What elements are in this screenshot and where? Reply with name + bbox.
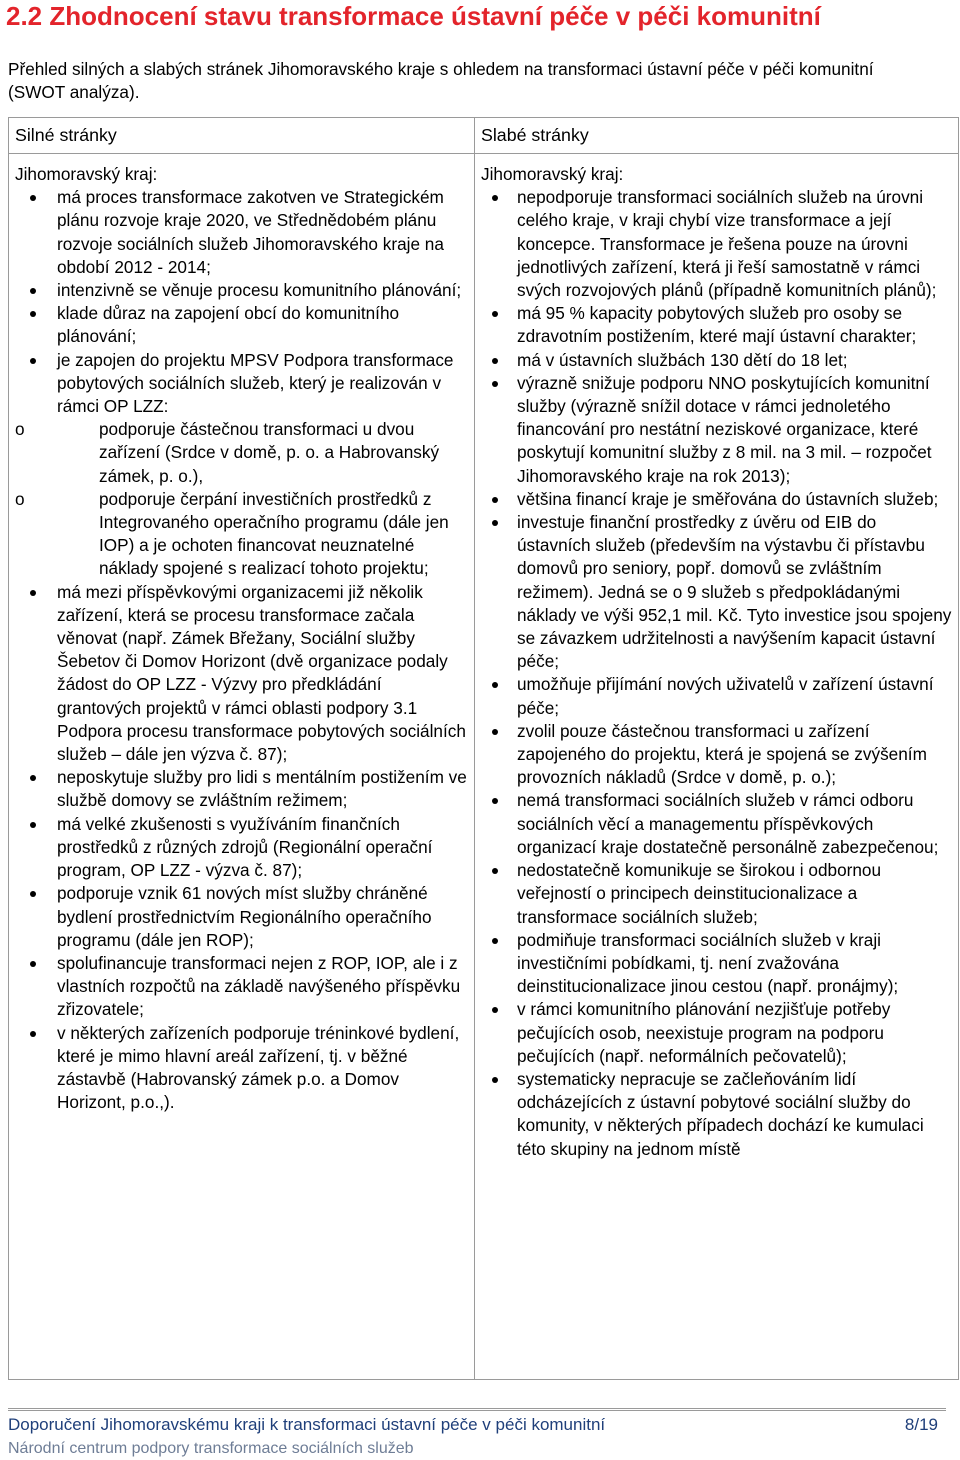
footer-title: Doporučení Jihomoravskému kraji k transformaci ústavní péče v péči komunitní <box>8 1415 606 1434</box>
page-heading: 2.2 Zhodnocení stavu transformace ústavní péče v péči komunitní <box>6 1 821 31</box>
weaknesses-column <box>475 154 959 1380</box>
page-number: 8/19 <box>904 1415 938 1434</box>
swot-table <box>8 117 959 1380</box>
list-item: systematicky nepracuje se začleňováním lidí odcházejících z ústavní pobytové sociální služby do komunity, v některých případech dochází ke kumulaci této skupiny na jednom místě <box>481 1068 954 1161</box>
list-item: má velké zkušenosti s využíváním finančních prostředků z různých zdrojů (Regionální operační program, OP LZZ - výzva č. 87); <box>15 813 470 883</box>
footer-divider <box>8 1408 946 1411</box>
weaknesses-header: Slabé stránky <box>475 118 959 154</box>
list-item: nepodporuje transformaci sociálních služeb na úrovni celého kraje, v kraji chybí vize transformace a její koncepce. Transformace je řešena pouze na úrovni jednotlivých zařízení, která ji řeší samostatně v rámci svých rozvojových plánů (případně komunitních plánů); <box>481 186 954 302</box>
list-item: spolufinancuje transformaci nejen z ROP, IOP, ale i z vlastních rozpočtů na základě navýšeného příspěvku zřizovatele; <box>15 952 470 1022</box>
weaknesses-list <box>481 186 954 1161</box>
sublist-item: o podporuje čerpání investičních prostředků z Integrovaného operačního programu (dále jen IOP) a je ochoten financovat neuznatelné náklady spojené s realizací tohoto projektu; <box>15 488 470 581</box>
list-item: má v ústavních službách 130 dětí do 18 let; <box>481 349 954 372</box>
list-item <box>15 349 470 581</box>
list-item: intenzivně se věnuje procesu komunitního plánování; <box>15 279 470 302</box>
list-item: v rámci komunitního plánování nezjišťuje potřeby pečujících osob, neexistuje program na podporu pečujících (např. neformálních pečovatelů); <box>481 998 954 1068</box>
footer-organization: Národní centrum podpory transformace sociálních služeb <box>8 1440 414 1457</box>
list-item: umožňuje přijímání nových uživatelů v zařízení ústavní péče; <box>481 673 954 719</box>
list-item: má proces transformace zakotven ve Strategickém plánu rozvoje kraje 2020, ve Střednědobém plánu rozvoje sociálních služeb Jihomoravského kraje na období 2012 - 2014; <box>15 186 470 279</box>
sublist-item: o podporuje částečnou transformaci u dvou zařízení (Srdce v domě, p. o. a Habrovanský zámek, p. o.), <box>15 418 470 488</box>
strengths-list <box>15 186 470 1114</box>
strengths-sublist <box>57 418 470 580</box>
list-item: nemá transformaci sociálních služeb v rámci odboru sociálních věcí a managementu příspěvkových organizací kraje dostatečně personálně zabezpečenou; <box>481 789 954 859</box>
intro-paragraph: Přehled silných a slabých stránek Jihomoravského kraje s ohledem na transformaci ústavní péče v péči komunitní (SWOT analýza). <box>8 59 874 102</box>
list-item: investuje finanční prostředky z úvěru od EIB do ústavních služeb (především na výstavbu či přístavbu domovů pro seniory, popř. domovů se zvláštním režimem). Jedná se o 9 služeb s předpokládanými náklady ve výši 952,1 mil. Kč. Tyto investice jsou spojeny se závazkem udržitelnosti a navýšením kapacit ústavní péče; <box>481 511 954 673</box>
list-item: výrazně snižuje podporu NNO poskytujících komunitní služby (výrazně snížil dotace v rámci jednoletého financování pro nestátní neziskové organizace, které poskytují komunitní služby z 8 mil. na 3 mil. – rozpočet Jihomoravského kraje na rok 2013); <box>481 372 954 488</box>
list-item: neposkytuje služby pro lidi s mentálním postižením ve službě domovy se zvláštním režimem; <box>15 766 470 812</box>
list-item: má mezi příspěvkovými organizacemi již několik zařízení, která se procesu transformace začala věnovat (např. Zámek Břežany, Sociální služby Šebetov či Domov Horizont (dvě organizace podaly žádost do OP LZZ - Výzvy pro předkládání grantových projektů v rámci oblasti podpory 3.1 Podpora procesu transformace pobytových sociálních služeb – dále jen výzva č. 87); <box>15 581 470 767</box>
list-item: klade důraz na zapojení obcí do komunitního plánování; <box>15 302 470 348</box>
strengths-lead: Jihomoravský kraj: <box>15 164 158 184</box>
list-item: zvolil pouze částečnou transformaci u zařízení zapojeného do projektu, která je spojená se zvýšením provozních nákladů (Srdce v domě, p. o.); <box>481 720 954 790</box>
list-item: má 95 % kapacity pobytových služeb pro osoby se zdravotním postižením, které mají ústavní charakter; <box>481 302 954 348</box>
list-item: nedostatečně komunikuje se širokou i odbornou veřejností o principech deinstitucionalizace a transformace sociálních služeb; <box>481 859 954 929</box>
weaknesses-lead: Jihomoravský kraj: <box>481 164 624 184</box>
list-item: podporuje vznik 61 nových míst služby chráněné bydlení prostřednictvím Regionálního operačního programu (dále jen ROP); <box>15 882 470 952</box>
strengths-column <box>9 154 475 1380</box>
list-item: podmiňuje transformaci sociálních služeb v kraji investičními pobídkami, tj. není zvažována deinstitucionalizace jinou cestou (např. pronájmy); <box>481 929 954 999</box>
strengths-header: Silné stránky <box>9 118 475 154</box>
list-item: v některých zařízeních podporuje tréninkové bydlení, které je mimo hlavní areál zařízení, tj. v běžné zástavbě (Habrovanský zámek p.o. a Domov Horizont, p.o.,). <box>15 1022 470 1115</box>
list-item: většina financí kraje je směřována do ústavních služeb; <box>481 488 954 511</box>
list-item-text: je zapojen do projektu MPSV Podpora transformace pobytových sociálních služeb, který je realizován v rámci OP LZZ: <box>57 349 454 417</box>
